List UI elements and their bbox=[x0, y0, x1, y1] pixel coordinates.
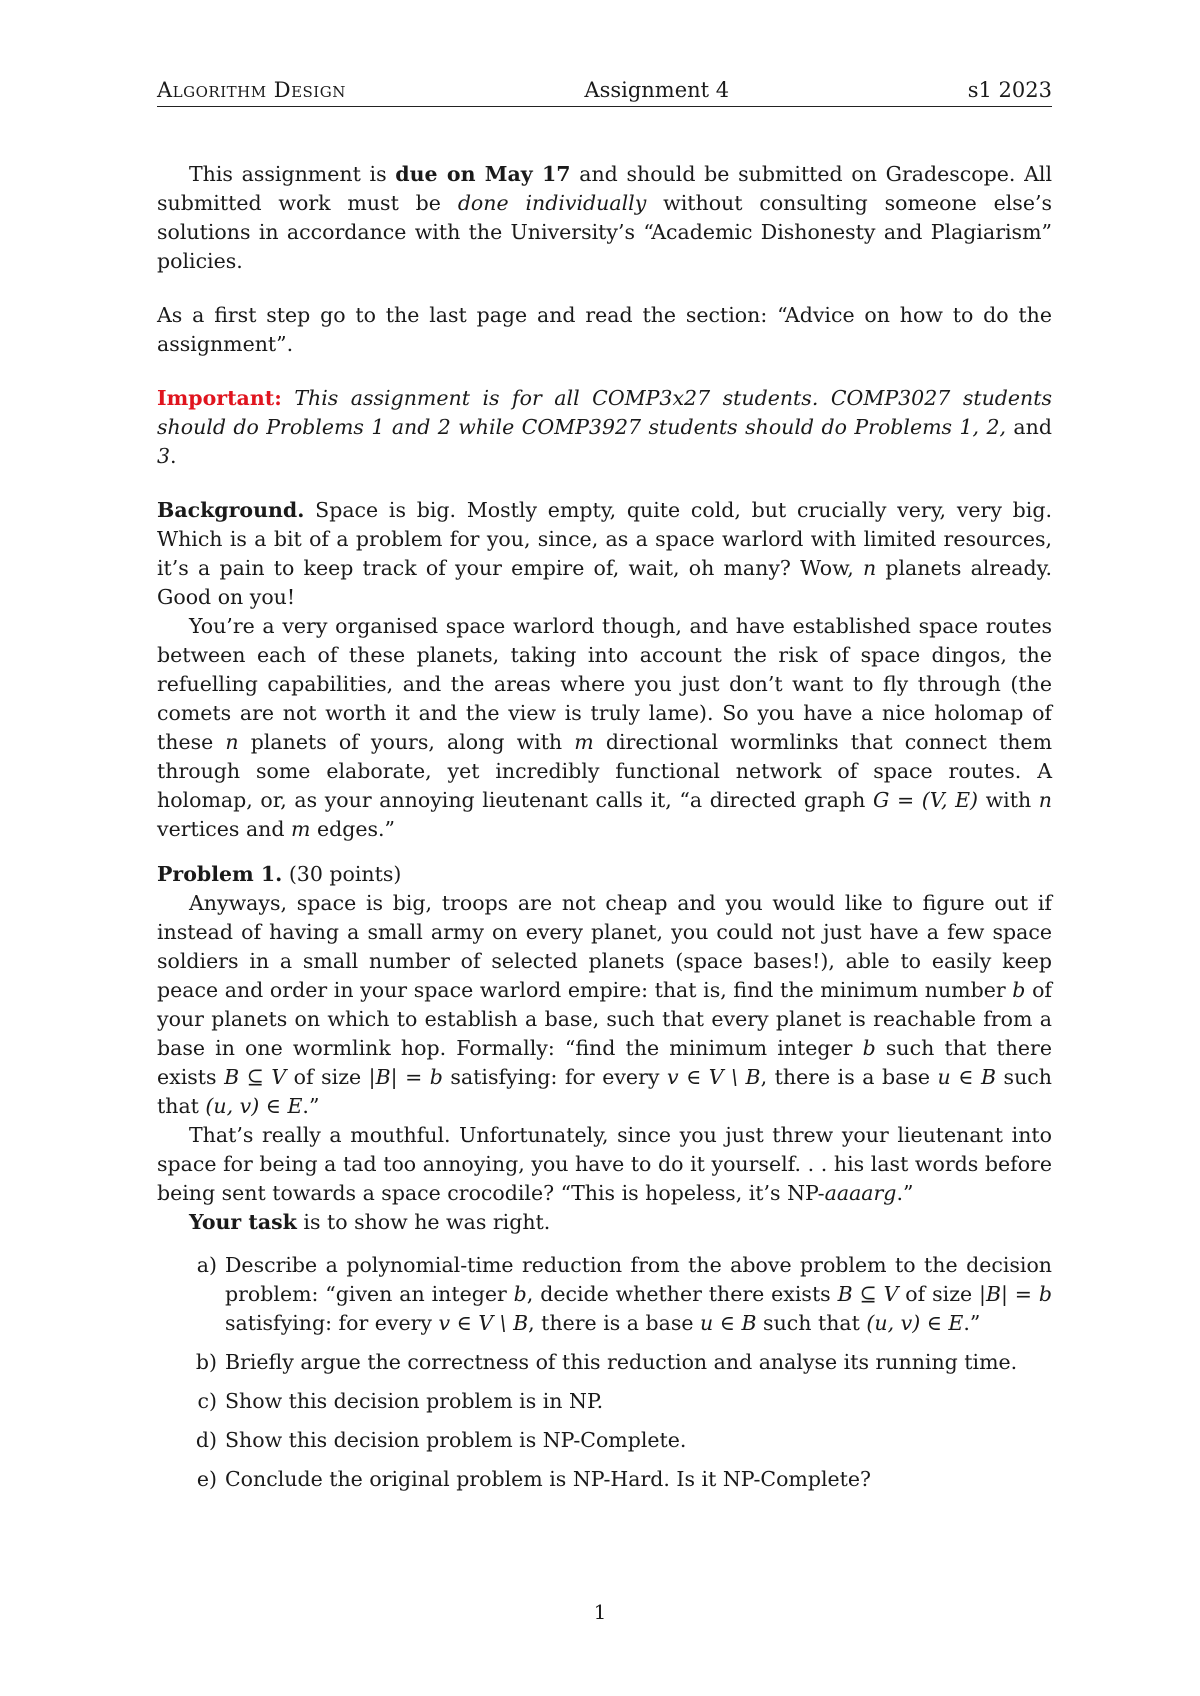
problem-label: Problem 1. bbox=[157, 862, 283, 886]
body-text bbox=[157, 160, 1052, 1504]
header-title: Assignment 4 bbox=[584, 78, 730, 102]
task-statement: Your task is to show he was right. bbox=[189, 1210, 551, 1234]
important-label: Important: bbox=[157, 386, 282, 410]
header-course: Algorithm Design bbox=[157, 78, 346, 102]
list-item: a) Describe a polynomial-time reduction from the above problem to the decision problem: “given an integer b, decide whether there exists B ⊆ V of size |B| = b satisfying: for every v ∈ V \ B, there is a base u ∈ B such that (u, v) ∈ E.” bbox=[196, 1253, 1052, 1335]
problem-heading bbox=[157, 860, 1052, 889]
background-paragraph: Background. Space is big. Mostly empty, quite cold, but crucially very, very big. Which is a bit of a problem for you, since, as a space warlord with limited resources, it’s a pain to keep track of your empire of, wait, oh many? Wow, n planets already. Good on you! bbox=[157, 498, 1052, 609]
advice-paragraph: As a first step go to the last page and read the section: “Advice on how to do the assignment”. bbox=[157, 303, 1052, 356]
list-item: d) Show this decision problem is NP-Complete. bbox=[195, 1428, 687, 1452]
task-list bbox=[157, 1251, 1052, 1494]
header-semester: s1 2023 bbox=[967, 78, 1052, 102]
intro-paragraph: This assignment is due on May 17 and should be submitted on Gradescope. All submitted work must be done individually without consulting someone else’s solutions in accordance with the University’s “Academic Dishonesty and Plagiarism” policies. bbox=[157, 162, 1052, 273]
list-item: e) Conclude the original problem is NP-Hard. Is it NP-Complete? bbox=[196, 1467, 872, 1491]
list-item: b) Briefly argue the correctness of this reduction and analyse its running time. bbox=[195, 1350, 1018, 1374]
list-item: c) Show this decision problem is in NP. bbox=[197, 1389, 604, 1413]
running-header bbox=[157, 78, 1052, 107]
due-date: due on May 17 bbox=[395, 162, 571, 186]
task-label: Your task bbox=[189, 1210, 297, 1234]
important-note: Important: This assignment is for all COMP3x27 students. COMP3027 students should do Problems 1 and 2 while COMP3927 students should do Problems 1, 2, and 3. bbox=[157, 386, 1052, 468]
problem-paragraph-1: Anyways, space is big, troops are not cheap and you would like to figure out if instead of having a small army on every planet, you could not just have a few space soldiers in a small number of selected planets (space bases!), able to easily keep peace and order in your space warlord empire: that is, find the minimum number b of your planets on which to establish a base, such that every planet is reachable from a base in one wormlink hop. Formally: “find the minimum integer b such that there exists B ⊆ V of size |B| = b satisfying: for every v ∈ V \ B, there is a base u ∈ B such that (u, v) ∈ E.” bbox=[157, 891, 1052, 1118]
problem-paragraph-2: That’s really a mouthful. Unfortunately, since you just threw your lieutenant into space for being a tad too annoying, you have to do it yourself. . . his last words before being sent towards a space crocodile? “This is hopeless, it’s NP-aaaarg.” bbox=[157, 1123, 1052, 1205]
background-paragraph-2: You’re a very organised space warlord though, and have established space routes between each of these planets, taking into account the risk of space dingos, the refuelling capabilities, and the areas where you just don’t want to fly through (the comets are not worth it and the view is truly lame). So you have a nice holomap of these n planets of yours, along with m directional wormlinks that connect them through some elaborate, yet incredibly functional network of space routes. A holomap, or, as your annoying lieutenant calls it, “a directed graph G = (V, E) with n vertices and m edges.” bbox=[157, 614, 1053, 841]
page-number: 1 bbox=[593, 1600, 607, 1624]
background-label: Background. bbox=[157, 498, 305, 522]
problem-points: (30 points) bbox=[282, 862, 402, 886]
